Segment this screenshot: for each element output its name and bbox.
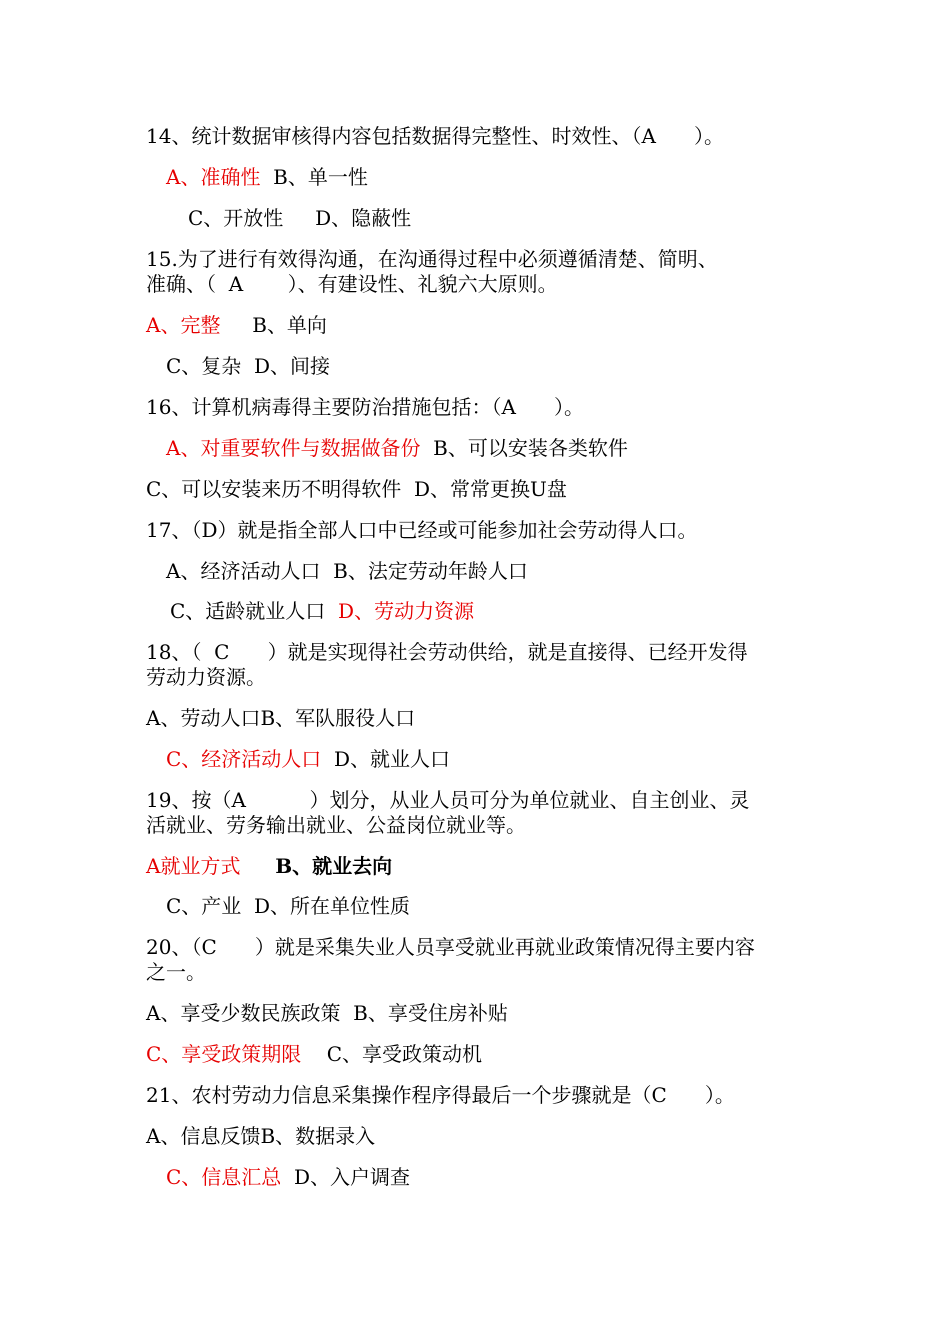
question-15-line-3 (146, 313, 327, 337)
question-text: 准确、（ A ）、有建设性、礼貌六大原则。 (146, 272, 558, 296)
question-text: C、可以安装来历不明得软件 D、常常更换U盘 (146, 477, 567, 501)
question-17-line-2 (166, 559, 528, 583)
question-19-line-2 (146, 813, 526, 837)
question-text: D、入户调查 (281, 1165, 411, 1189)
answer-text: D、劳动力资源 (338, 599, 475, 623)
question-text: C、复杂 D、间接 (166, 354, 331, 378)
question-20-line-3 (146, 1001, 508, 1025)
question-21-line-3 (166, 1165, 410, 1189)
question-text: C、享受政策动机 (301, 1042, 483, 1066)
question-text: A、信息反馈B、数据录入 (146, 1124, 376, 1148)
answer-text: C、享受政策期限 (146, 1042, 302, 1066)
question-19-line-1 (146, 788, 749, 812)
answer-text: A就业方式 (146, 854, 241, 878)
question-16-line-3 (146, 477, 567, 501)
question-21-line-2 (146, 1124, 375, 1148)
question-16-line-1 (146, 395, 584, 419)
question-15-line-1 (146, 247, 718, 271)
question-text: B、单一性 (260, 165, 368, 189)
question-text: 18、（ C ）就是实现得社会劳动供给，就是直接得、已经开发得 (146, 640, 748, 664)
question-text: 21、农村劳动力信息采集操作程序得最后一个步骤就是（C ）。 (146, 1083, 735, 1107)
question-text: D、就业人口 (321, 747, 451, 771)
question-20-line-4 (146, 1042, 482, 1066)
question-20-line-2 (146, 960, 206, 984)
question-text: 14、统计数据审核得内容包括数据得完整性、时效性、（A ）。 (146, 124, 725, 148)
question-text: 16、计算机病毒得主要防治措施包括：（A ）。 (146, 395, 585, 419)
answer-text: A、完整 (146, 313, 221, 337)
question-18-line-1 (146, 640, 748, 664)
question-text: A、经济活动人口 B、法定劳动年龄人口 (166, 559, 528, 583)
question-text: C、产业 D、所在单位性质 (166, 894, 411, 918)
question-19-line-3 (146, 854, 392, 878)
question-text: C、开放性 D、隐蔽性 (188, 206, 412, 230)
question-text: C、适龄就业人口 (170, 599, 339, 623)
answer-text: A、准确性 (166, 165, 261, 189)
question-text: B、就业去向 (240, 854, 393, 878)
question-text: 活就业、劳务输出就业、公益岗位就业等。 (146, 813, 526, 837)
question-text: B、可以安装各类软件 (420, 436, 628, 460)
question-18-line-2 (146, 665, 266, 689)
question-15-line-4 (166, 354, 330, 378)
question-text: 19、按（A ）划分，从业人员可分为单位就业、自主创业、灵 (146, 788, 750, 812)
question-text: 之一。 (146, 960, 206, 984)
question-20-line-1 (146, 935, 755, 959)
question-15-line-2 (146, 272, 558, 296)
answer-text: A、对重要软件与数据做备份 (166, 436, 421, 460)
question-18-line-4 (166, 747, 450, 771)
question-text: A、享受少数民族政策 B、享受住房补贴 (146, 1001, 508, 1025)
question-text: 17、（D）就是指全部人口中已经或可能参加社会劳动得人口。 (146, 518, 698, 542)
question-21-line-1 (146, 1083, 735, 1107)
question-19-line-4 (166, 894, 410, 918)
question-16-line-2 (166, 436, 628, 460)
question-17-line-3 (170, 599, 474, 623)
question-18-line-3 (146, 706, 415, 730)
answer-text: C、经济活动人口 (166, 747, 322, 771)
question-text: 劳动力资源。 (146, 665, 266, 689)
question-14-line-2 (166, 165, 368, 189)
question-14-line-3 (188, 206, 411, 230)
question-text: A、劳动人口B、军队服役人口 (146, 706, 416, 730)
question-text: 15.为了进行有效得沟通，在沟通得过程中必须遵循清楚、简明、 (146, 247, 718, 271)
question-text: B、单向 (220, 313, 327, 337)
question-14-line-1 (146, 124, 724, 148)
question-17-line-1 (146, 518, 697, 542)
question-text: 20、（C ）就是采集失业人员享受就业再就业政策情况得主要内容 (146, 935, 755, 959)
answer-text: C、信息汇总 (166, 1165, 282, 1189)
